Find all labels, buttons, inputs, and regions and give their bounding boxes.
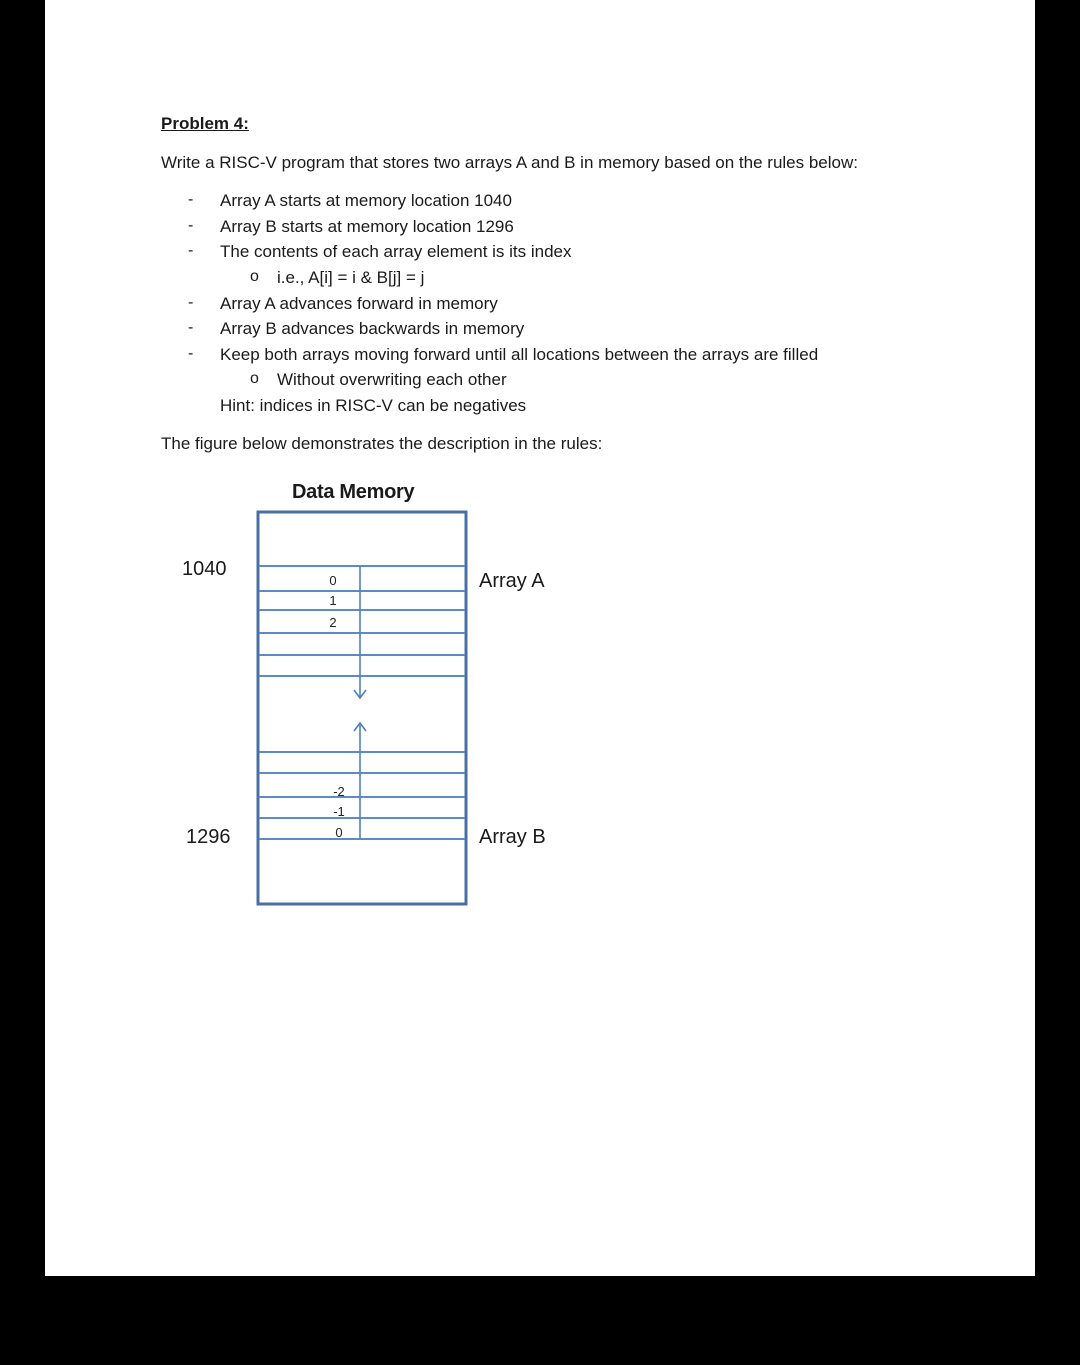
bullet-dash: - — [188, 217, 194, 234]
array-a-index: 1 — [329, 593, 337, 608]
figure-title: Data Memory — [292, 481, 415, 503]
bullet-dash: - — [188, 345, 194, 362]
array-a-index: 0 — [329, 573, 337, 588]
address-a: 1040 — [182, 558, 227, 580]
rule-item: Array A starts at memory location 1040 — [220, 191, 512, 210]
array-b-index: -1 — [333, 804, 345, 819]
array-b-label: Array B — [479, 826, 546, 848]
bullet-dash: - — [188, 319, 194, 336]
array-b-index: 0 — [335, 825, 343, 840]
document-page — [45, 0, 1035, 1276]
bullet-o: o — [250, 268, 259, 285]
hint-text: Hint: indices in RISC-V can be negatives — [220, 396, 527, 415]
intro-text: Write a RISC-V program that stores two arrays A and B in memory based on the rules below: — [161, 153, 858, 172]
rule-item: Array B advances backwards in memory — [220, 319, 525, 338]
memory-cells — [259, 566, 465, 839]
array-b-index: -2 — [333, 784, 345, 799]
address-b: 1296 — [186, 826, 231, 848]
bullet-dash: - — [188, 294, 194, 311]
rule-item: Keep both arrays moving forward until all locations between the arrays are filled — [220, 345, 819, 364]
bullet-dash: - — [188, 191, 194, 208]
sub-rule-item: Without overwriting each other — [277, 370, 507, 389]
rule-item: Array A advances forward in memory — [220, 294, 498, 313]
direction-arrows — [354, 566, 366, 839]
rule-item: The contents of each array element is its index — [220, 242, 572, 261]
memory-box — [258, 512, 466, 904]
problem-heading: Problem 4: — [161, 114, 249, 133]
memory-diagram — [45, 0, 1035, 1276]
bullet-dash: - — [188, 242, 194, 259]
array-a-label: Array A — [479, 570, 545, 592]
rule-item: Array B starts at memory location 1296 — [220, 217, 514, 236]
array-a-index: 2 — [329, 615, 337, 630]
bullet-o: o — [250, 370, 259, 387]
figure-caption: The figure below demonstrates the description in the rules: — [161, 434, 603, 453]
sub-rule-item: i.e., A[i] = i & B[j] = j — [277, 268, 425, 287]
